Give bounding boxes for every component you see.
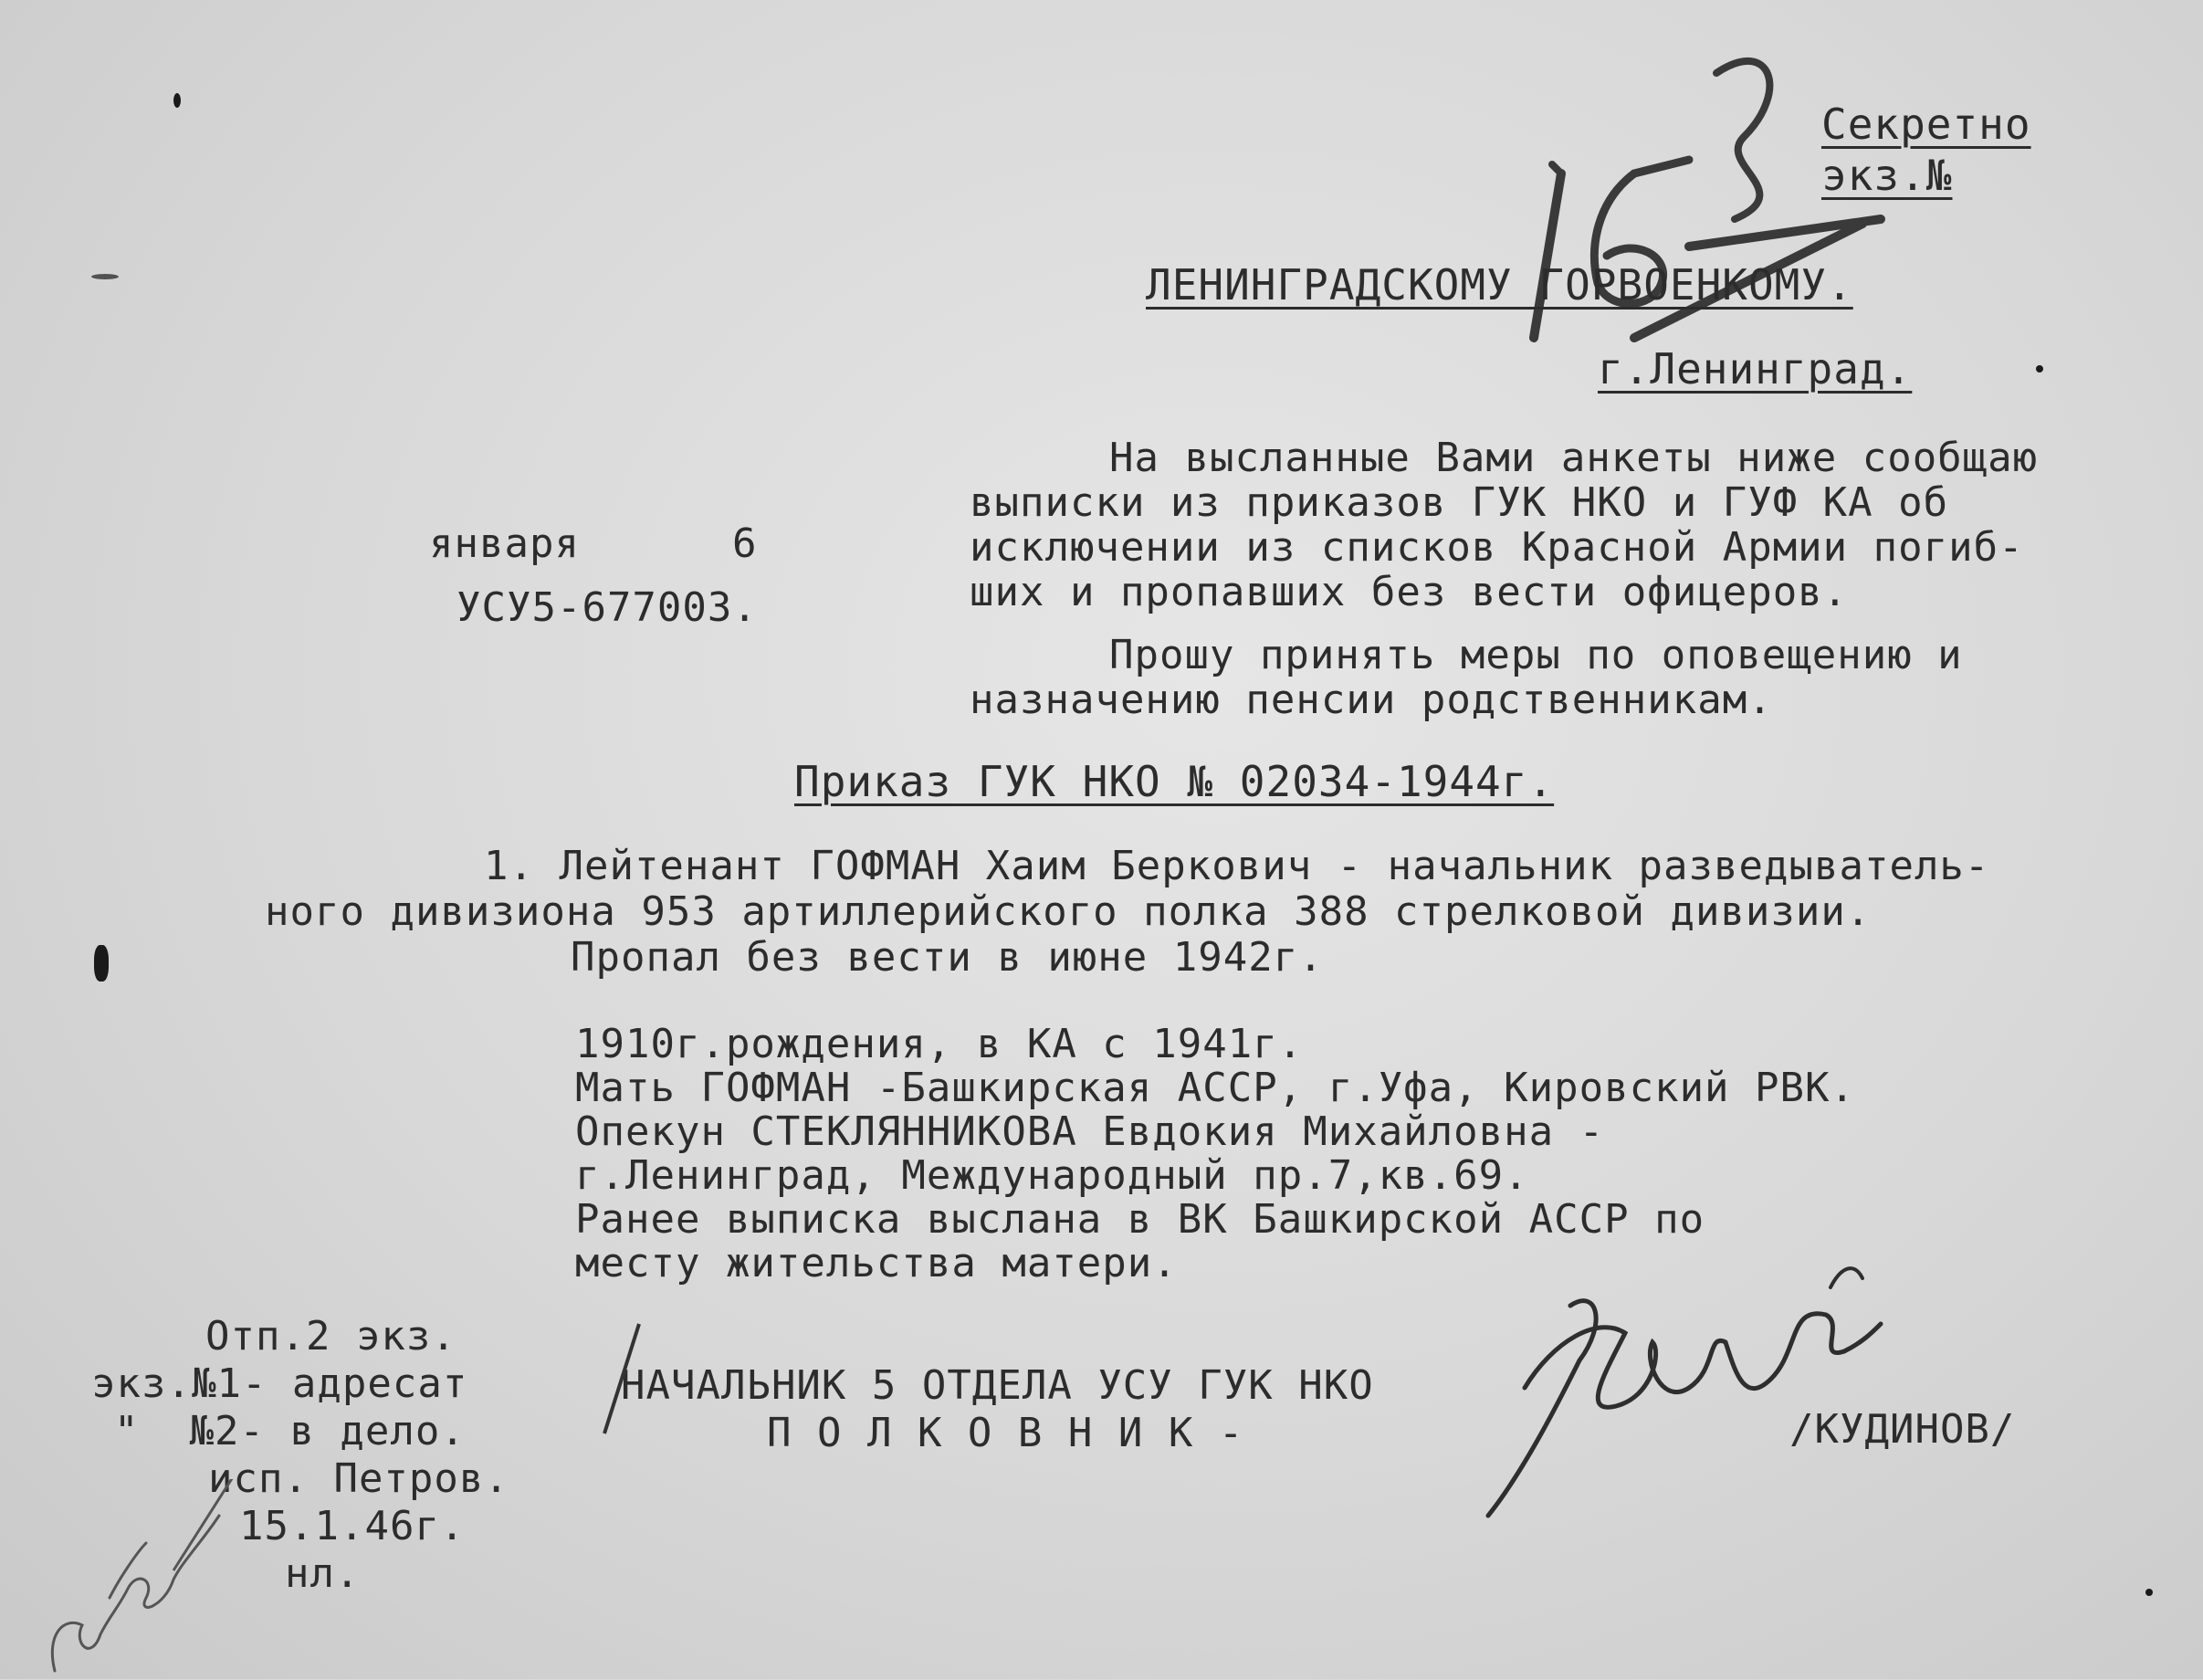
order-item-line: 1. Лейтенант ГОФМАН Хаим Беркович - начальник разведыватель- [484,843,1990,889]
addressee-title: ЛЕНИНГРАДСКОМУ ГОРВОЕНКОМУ. [1146,260,1853,310]
order-item-line: ного дивизиона 953 артиллерийского полка 388 стрелковой дивизии. [265,888,1872,935]
detail-line: Ранее выписка выслана в ВК Башкирской АССР по [575,1196,1705,1243]
body-line: назначению пенсии родственникам. [970,677,1773,723]
signature-name: /КУДИНОВ/ [1789,1406,2016,1453]
body-line: На высланные Вами анкеты ниже сообщаю [1109,435,2039,481]
signature-title: НАЧАЛЬНИК 5 ОТДЕЛА УСУ ГУК НКО [621,1362,1374,1409]
detail-line: месту жительства матери. [575,1240,1178,1286]
ink-speck [2145,1589,2153,1596]
ink-speck [94,945,109,982]
body-line: Прошу принять меры по оповещению и [1109,632,1963,678]
detail-line: Мать ГОФМАН -Башкирская АССР, г.Уфа, Кировский РВК. [575,1065,1856,1111]
date-month: января [429,520,580,567]
addressee-city: г.Ленинград. [1598,344,1913,394]
dispatch-line: исп. Петров. [208,1455,509,1502]
order-title: Приказ ГУК НКО № 02034-1944г. [794,757,1555,806]
ink-speck [173,93,181,108]
order-item-line: Пропал без вести в июне 1942г. [571,934,1324,981]
handwritten-note-scrawl [27,1479,237,1680]
date-day: 6 [732,520,758,567]
dispatch-line: 15.1.46г. [239,1503,466,1549]
signature-rank: П О Л К О В Н И К - [767,1410,1244,1456]
dispatch-line: нл. [285,1550,361,1597]
dispatch-line: экз.№1- адресат [91,1360,468,1407]
detail-line: Опекун СТЕКЛЯННИКОВА Евдокия Михайловна - [575,1108,1605,1155]
body-line: исключении из списков Красной Армии погиб- [970,524,2024,571]
body-line: ших и пропавших без вести офицеров. [970,569,1849,615]
secrecy-stamp: Секретно [1821,100,2031,149]
dispatch-line: " №2- в дело. [114,1408,466,1454]
dispatch-line: Отп.2 экз. [205,1313,456,1360]
detail-line: г.Ленинград, Международный пр.7,кв.69. [575,1152,1529,1199]
ink-speck [91,274,119,279]
ink-speck [2036,365,2043,373]
copy-number-label: экз.№ [1821,151,1953,200]
body-line: выписки из приказов ГУК НКО и ГУФ КА об [970,479,1949,526]
handwritten-signature [1470,1251,1890,1525]
reference-number: УСУ5-677003. [456,584,758,631]
detail-line: 1910г.рождения, в КА с 1941г. [575,1021,1304,1067]
